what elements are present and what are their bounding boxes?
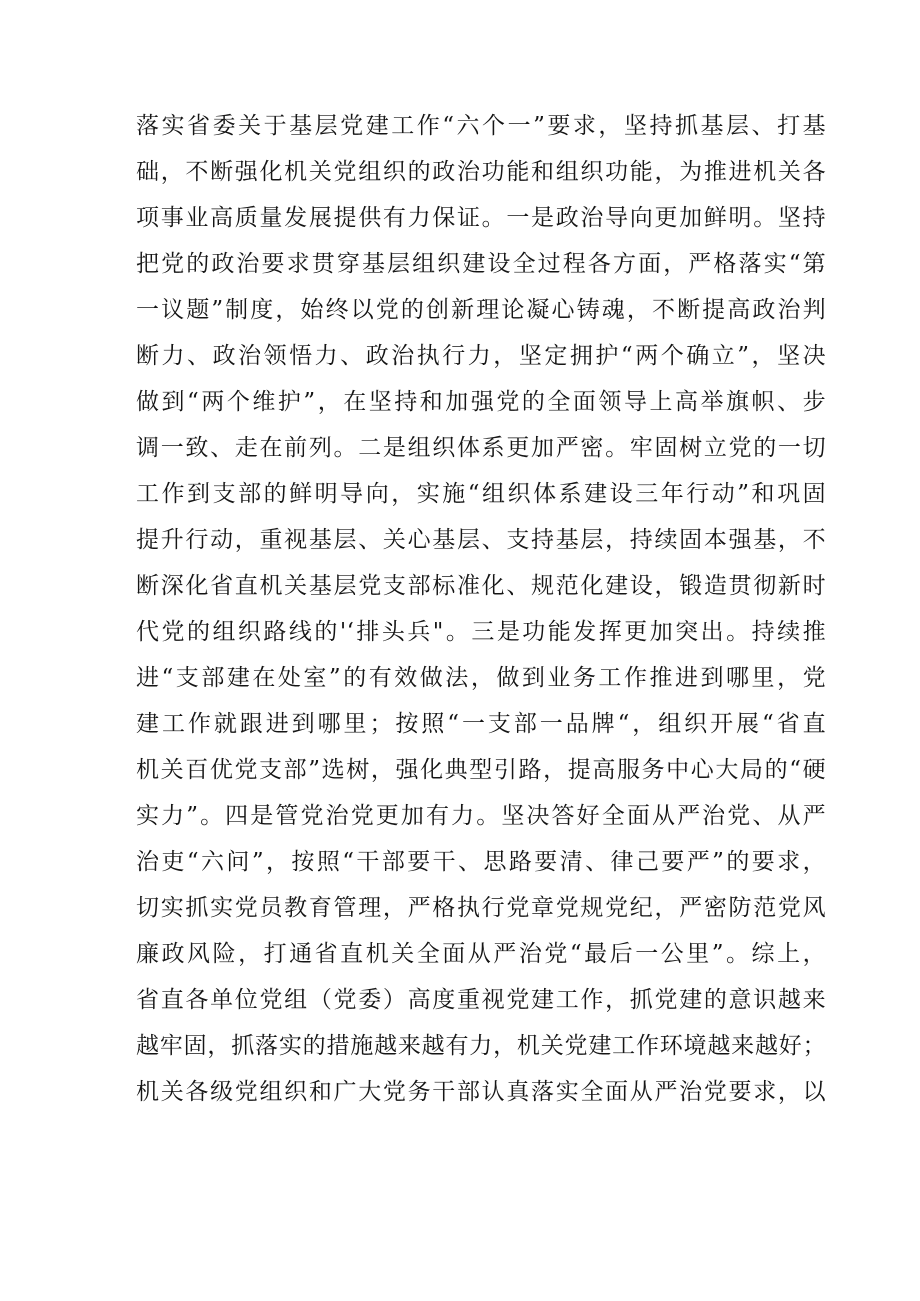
text-line: 落实省委关于基层党建工作“六个一”要求，坚持抓基层、打基: [136, 113, 826, 139]
text-line: 把党的政治要求贯穿基层组织建设全过程各方面，严格落实“第: [136, 251, 826, 277]
text-line: 进“支部建在处室”的有效做法，做到业务工作推进到哪里，党: [136, 665, 826, 691]
text-line: 省直各单位党组（党委）高度重视党建工作，抓党建的意识越来: [136, 987, 826, 1013]
text-line: 实力”。四是管党治党更加有力。坚决答好全面从严治党、从严: [136, 803, 826, 829]
text-line: 建工作就跟进到哪里；按照“一支部一品牌“，组织开展“省直: [136, 711, 826, 737]
text-line: 断深化省直机关基层党支部标准化、规范化建设，锻造贯彻新时: [136, 573, 826, 599]
text-line: 越牢固，抓落实的措施越来越有力，机关党建工作环境越来越好；: [136, 1033, 826, 1059]
text-line: 机关各级党组织和广大党务干部认真落实全面从严治党要求，以: [136, 1079, 826, 1105]
text-line: 调一致、走在前列。二是组织体系更加严密。牢固树立党的一切: [136, 435, 826, 461]
text-line: 机关百优党支部”选树，强化典型引路，提高服务中心大局的“硬: [136, 757, 826, 783]
text-line: 切实抓实党员教育管理，严格执行党章党规党纪，严密防范党风: [136, 895, 826, 921]
text-line: 廉政风险，打通省直机关全面从严治党“最后一公里”。综上，: [136, 941, 826, 967]
body-paragraph: [136, 103, 826, 1115]
text-line: 断力、政治领悟力、政治执行力，坚定拥护“两个确立”，坚决: [136, 343, 826, 369]
text-line: 一议题”制度，始终以党的创新理论凝心铸魂，不断提高政治判: [136, 297, 826, 323]
text-line: 工作到支部的鲜明导向，实施“组织体系建设三年行动”和巩固: [136, 481, 826, 507]
text-line: 础，不断强化机关党组织的政治功能和组织功能，为推进机关各: [136, 159, 826, 185]
text-line: 治吏“六问”，按照“干部要干、思路要清、律己要严”的要求，: [136, 849, 826, 875]
text-line: 做到“两个维护”，在坚持和加强党的全面领导上高举旗帜、步: [136, 389, 826, 415]
text-line: 代党的组织路线的'‘排头兵"。三是功能发挥更加突出。持续推: [136, 619, 826, 645]
text-line: 项事业高质量发展提供有力保证。一是政治导向更加鲜明。坚持: [136, 205, 826, 231]
text-line: 提升行动，重视基层、关心基层、支持基层，持续固本强基，不: [136, 527, 826, 553]
